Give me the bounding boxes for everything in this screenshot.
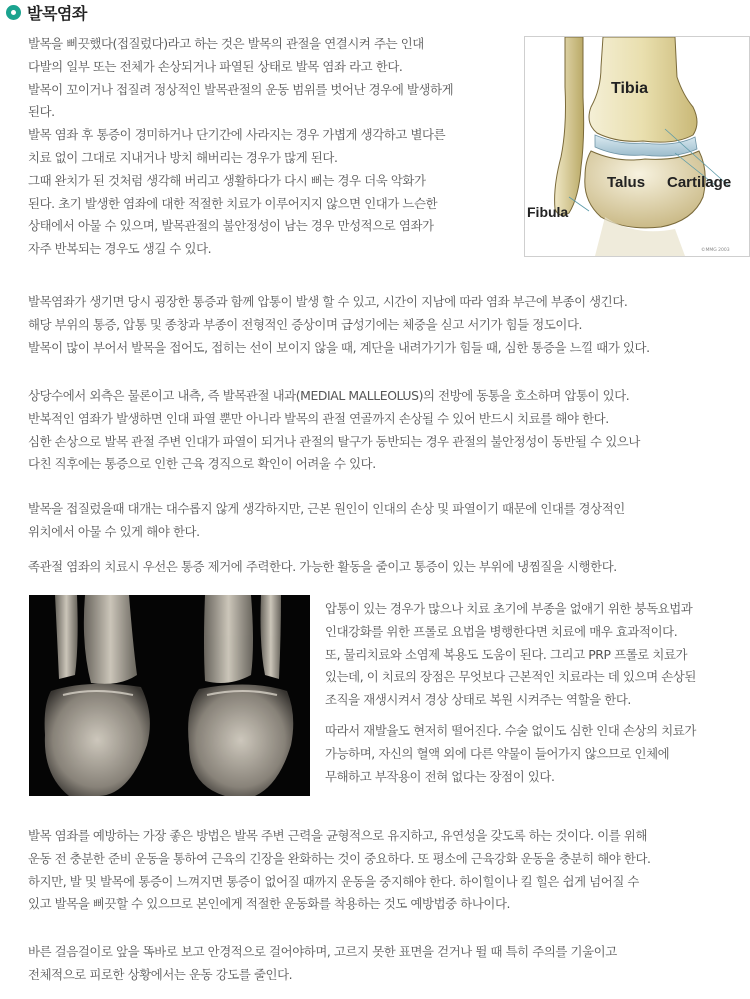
text-line: 압통이 있는 경우가 많으나 치료 초기에 부종을 없애기 위한 붕독요법과 bbox=[325, 601, 693, 616]
text-line: 된다. 초기 발생한 염좌에 대한 적절한 치료가 이루어지지 않으면 인대가 느슨한 bbox=[28, 195, 438, 211]
text-line: 그때 완치가 된 것처럼 생각해 버리고 생활하다가 다시 삐는 경우 더욱 악화가 bbox=[28, 172, 426, 188]
text-line: 발목을 삐끗했다(접질렀다)라고 하는 것은 발목의 관절을 연결시켜 주는 인대 bbox=[28, 36, 424, 51]
paragraph-walking-advice bbox=[28, 941, 617, 987]
text-line: 다친 직후에는 통증으로 인한 근육 경직으로 확인이 어려울 수 있다. bbox=[28, 456, 376, 472]
text-line: 조직을 재생시켜서 경상 상태로 복원 시켜주는 역할을 한다. bbox=[325, 692, 631, 708]
paragraph-prevention bbox=[28, 825, 651, 916]
ankle-anatomy-illustration bbox=[524, 36, 750, 257]
label-fibula: Fibula bbox=[527, 204, 569, 220]
ankle-xray-image bbox=[29, 595, 310, 796]
text-line: 있고 발목을 삐끗할 수 있으므로 본인에게 적절한 운동화를 착용하는 것도 예방법중 하나이다. bbox=[28, 896, 511, 912]
text-line: 발목 염좌 후 통증이 경미하거나 단기간에 사라지는 경우 가볍게 생각하고 별다른 bbox=[28, 127, 446, 143]
text-line: 전체적으로 피로한 상황에서는 운동 강도를 줄인다. bbox=[28, 966, 293, 982]
text-line: 또, 물리치료와 소염제 복용도 도움이 된다. 그리고 PRP 프롤로 치료가 bbox=[325, 646, 688, 662]
text-line: 치료 없이 그대로 지내거나 방치 해버리는 경우가 많게 된다. bbox=[28, 149, 338, 165]
text-line: 따라서 재발율도 현저히 떨어진다. 수술 없이도 심한 인대 손상의 치료가 bbox=[325, 723, 696, 738]
text-line: 바른 걸음걸이로 앞을 똑바로 보고 안경적으로 걸어야하며, 고르지 못한 표면을 걷거나 뛸 때 특히 주의를 기울이고 bbox=[28, 944, 617, 959]
section-title: 발목염좌 bbox=[27, 3, 87, 23]
label-tibia: Tibia bbox=[611, 80, 649, 97]
text-line: 발목을 접질렀을때 대개는 대수롭지 않게 생각하지만, 근본 원인이 인대의 손상 및 파열이기 때문에 인대를 경상적인 bbox=[28, 501, 625, 516]
paragraph-healing bbox=[28, 498, 625, 544]
text-line: 발목 염좌를 예방하는 가장 좋은 방법은 발목 주변 근력을 균형적으로 유지하고, 유연성을 갖도록 하는 것이다. 이를 위해 bbox=[28, 828, 648, 843]
paragraph-treatment-priority bbox=[28, 556, 617, 579]
paragraph-prp-benefits bbox=[325, 720, 696, 788]
text-line: 족관절 염좌의 치료시 우선은 통증 제거에 주력한다. 가능한 활동을 줄이고 통증이 있는 부위에 냉찜질을 시행한다. bbox=[28, 559, 617, 574]
text-line: 위치에서 아물 수 있게 해야 한다. bbox=[28, 523, 200, 539]
circle-bullet-icon bbox=[6, 5, 21, 20]
text-line: 상당수에서 외측은 물론이고 내측, 즉 발목관절 내과(MEDIAL MALLEOLUS)의 전방에 동통을 호소하며 압통이 있다. bbox=[28, 388, 630, 403]
text-line: 발목염좌가 생기면 당시 굉장한 통증과 함께 압통이 발생 할 수 있고, 시간이 지남에 따라 염좌 부근에 부종이 생긴다. bbox=[28, 294, 628, 309]
text-line: 발목이 꼬이거나 접질려 정상적인 발목관절의 운동 범위를 벗어난 경우에 발생하게 bbox=[28, 81, 454, 97]
text-line: 된다. bbox=[28, 104, 55, 120]
text-line: 자주 반복되는 경우도 생길 수 있다. bbox=[28, 241, 212, 257]
paragraph-prolo-therapy bbox=[325, 598, 696, 712]
paragraph-medial-pain bbox=[28, 385, 640, 476]
label-talus: Talus bbox=[607, 174, 646, 191]
text-line: 하지만, 발 및 발목에 통증이 느껴지면 통증이 없어질 때까지 운동을 중지해야 한다. 하이힐이나 킬 힐은 쉽게 넘어질 수 bbox=[28, 873, 639, 889]
figure-copyright: ©MMG 2003 bbox=[701, 248, 730, 253]
text-line: 심한 손상으로 발목 관절 주변 인대가 파열이 되거나 관절의 탈구가 동반되는 경우 관절의 불안정성이 동반될 수 있으나 bbox=[28, 433, 640, 449]
text-line: 발목이 많이 부어서 발목을 접어도, 접히는 선이 보이지 않을 때, 계단을 내려가기가 힘들 때, 심한 통증을 느낄 때가 있다. bbox=[28, 339, 650, 355]
text-line: 반복적인 염좌가 발생하면 인대 파열 뿐만 아니라 발목의 관절 연골까지 손상될 수 있어 반드시 치료를 해야 한다. bbox=[28, 410, 609, 426]
text-line: 인대강화를 위한 프롤로 요법을 병행한다면 치료에 매우 효과적이다. bbox=[325, 623, 678, 639]
text-line: 있는데, 이 치료의 장점은 무엇보다 근본적인 치료라는 데 있으며 손상된 bbox=[325, 669, 696, 685]
paragraph-symptoms bbox=[28, 291, 650, 359]
text-line: 운동 전 충분한 준비 운동을 통하여 근육의 긴장을 완화하는 것이 중요하다. 또 평소에 근육강화 운동을 충분히 해야 한다. bbox=[28, 850, 651, 866]
text-line: 무해하고 부작용이 전혀 없다는 장점이 있다. bbox=[325, 768, 555, 784]
text-line: 해당 부위의 통증, 압통 및 종창과 부종이 전형적인 증상이며 급성기에는 체중을 싣고 서기가 힘들 정도이다. bbox=[28, 316, 583, 332]
text-line: 다발의 일부 또는 전체가 손상되거나 파열된 상태로 발목 염좌 라고 한다. bbox=[28, 58, 403, 74]
section-header bbox=[6, 0, 87, 24]
text-line: 가능하며, 자신의 혈액 외에 다른 약물이 들어가지 않으므로 인체에 bbox=[325, 745, 670, 761]
paragraph-definition bbox=[28, 33, 453, 261]
text-line: 상태에서 아물 수 있으며, 발목관절의 불안정성이 남는 경우 만성적으로 염좌가 bbox=[28, 218, 434, 234]
label-cartilage: Cartilage bbox=[667, 174, 732, 191]
